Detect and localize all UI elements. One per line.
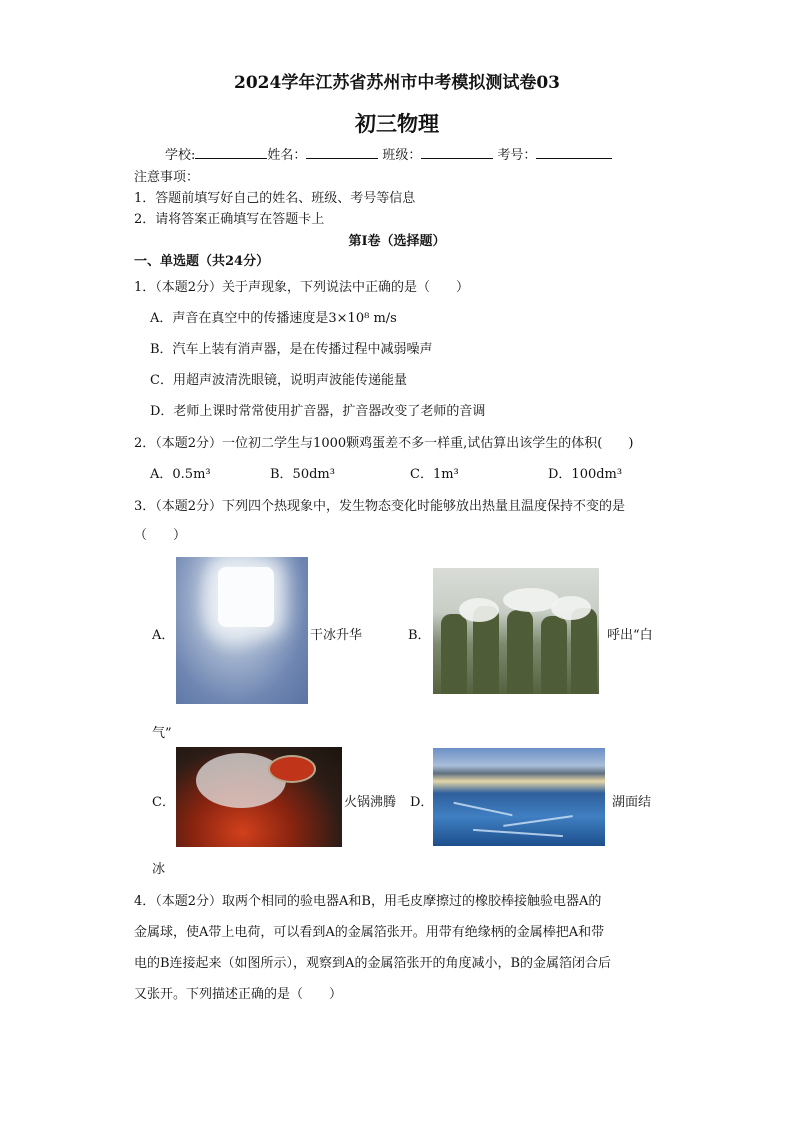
school-blank[interactable]	[195, 146, 267, 159]
question-4-stem-cont: 又张开。下列描述正确的是（ ）	[134, 987, 343, 1002]
school-label: 学校:	[165, 148, 196, 163]
question-3-option-d-caption-cont: 冰	[152, 862, 166, 877]
exam-subject: 初三物理	[355, 112, 439, 136]
exam-no-blank[interactable]	[536, 146, 612, 159]
question-1-option-c[interactable]: C．用超声波清洗眼镜，说明声波能传递能量	[150, 373, 407, 388]
notice-heading: 注意事项：	[134, 170, 200, 185]
part-title: 一、单选题（共24分）	[134, 254, 270, 269]
question-3-option-d-caption: 湖面结	[612, 795, 652, 810]
question-3-option-c-letter[interactable]: C．	[152, 795, 175, 810]
question-1-option-b[interactable]: B．汽车上装有消声器，是在传播过程中减弱噪声	[150, 342, 433, 357]
exam-title: 2024学年江苏省苏州市中考模拟测试卷03	[234, 73, 560, 93]
question-3-option-a-caption: 干冰升华	[310, 628, 363, 643]
question-3-stem-cont: （ ）	[134, 528, 187, 543]
question-3-option-b-caption-cont: 气”	[152, 726, 172, 741]
question-2-option-b[interactable]: B．50dm³	[270, 467, 335, 482]
question-3-option-a-letter[interactable]: A．	[152, 628, 175, 643]
class-label: 班级：	[382, 148, 422, 163]
question-1-option-d[interactable]: D．老师上课时常常使用扩音器，扩音器改变了老师的音调	[150, 404, 486, 419]
question-4-stem-cont: 金属球，使A带上电荷，可以看到A的金属箔张开。用带有绝缘柄的金属棒把A和带	[134, 925, 605, 940]
exam-no-label: 考号：	[497, 148, 537, 163]
name-label: 姓名：	[267, 148, 307, 163]
question-3-option-c-caption: 火锅沸腾	[344, 795, 397, 810]
question-2-stem: 2．（本题2分）一位初二学生与1000颗鸡蛋差不多一样重,试估算出该学生的体积( )	[134, 436, 634, 451]
class-blank[interactable]	[421, 146, 493, 159]
name-blank[interactable]	[306, 146, 378, 159]
student-info-row	[165, 144, 612, 163]
notice-item: 1．答题前填写好自己的姓名、班级、考号等信息	[134, 191, 416, 206]
question-2-option-c[interactable]: C．1m³	[410, 467, 459, 482]
question-2-option-a[interactable]: A．0.5m³	[150, 467, 211, 482]
dry-ice-photo	[176, 557, 308, 704]
question-1-stem: 1．（本题2分）关于声现象，下列说法中正确的是（ ）	[134, 280, 470, 295]
question-1-option-a[interactable]: A．声音在真空中的传播速度是3×10⁸ m/s	[150, 311, 397, 326]
question-3-stem: 3．（本题2分）下列四个热现象中，发生物态变化时能够放出热量且温度保持不变的是	[134, 499, 626, 514]
question-3-option-b-caption: 呼出“白	[607, 628, 653, 643]
notice-item: 2．请将答案正确填写在答题卡上	[134, 212, 325, 227]
question-3-option-b-letter[interactable]: B．	[408, 628, 431, 643]
question-3-option-d-letter[interactable]: D．	[410, 795, 434, 810]
question-2-option-d[interactable]: D．100dm³	[548, 467, 623, 482]
question-4-stem-cont: 电的B连接起来（如图所示），观察到A的金属箔张开的角度减小，B的金属箔闭合后	[134, 956, 611, 971]
volume-title: 第I卷（选择题）	[348, 234, 446, 249]
soldiers-breath-photo	[433, 568, 599, 694]
question-4-stem: 4．（本题2分）取两个相同的验电器A和B，用毛皮摩擦过的橡胶棒接触验电器A的	[134, 894, 602, 909]
hotpot-photo	[176, 747, 342, 847]
frozen-lake-photo	[433, 748, 605, 846]
